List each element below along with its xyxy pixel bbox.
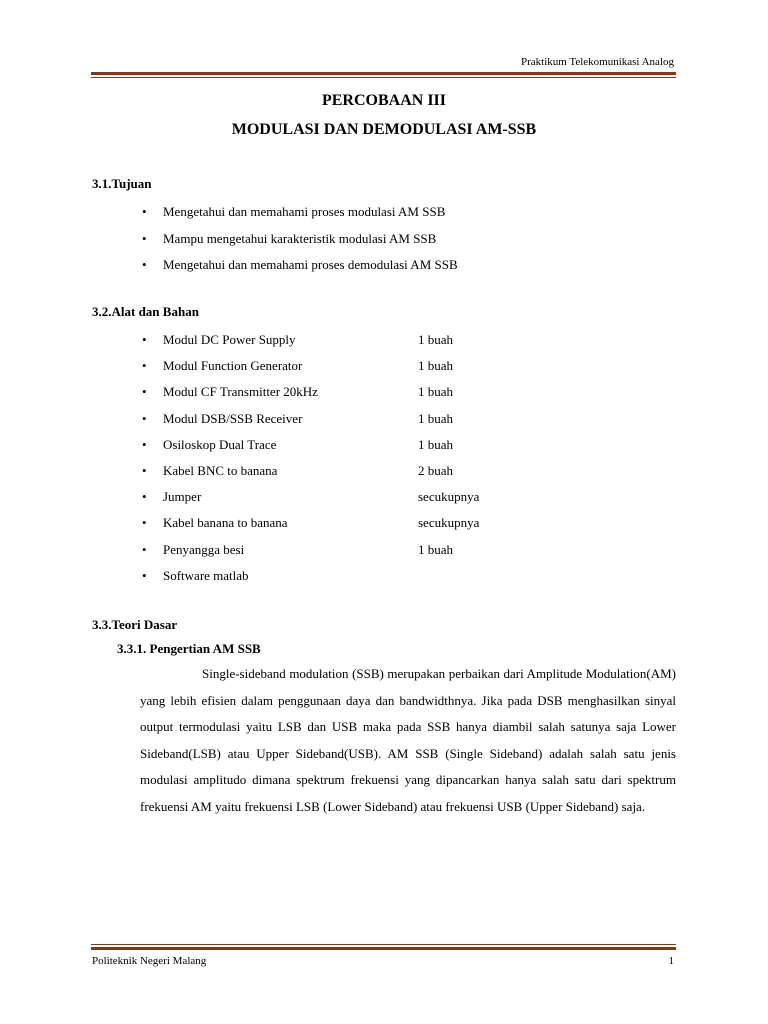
alat-item-label: Modul DC Power Supply bbox=[163, 332, 296, 347]
bullet-icon: • bbox=[142, 489, 147, 505]
alat-item-quantity: 1 buah bbox=[418, 541, 454, 557]
tujuan-item-label: Mengetahui dan memahami proses modulasi AM SSB bbox=[163, 204, 446, 219]
bullet-icon: • bbox=[142, 463, 147, 478]
footer-rule-thin bbox=[91, 944, 676, 945]
bullet-icon: • bbox=[142, 230, 147, 246]
body-paragraph bbox=[140, 661, 676, 820]
header-rule-thin bbox=[91, 77, 676, 78]
bullet-icon: • bbox=[142, 204, 147, 219]
alat-item-label: Modul DSB/SSB Receiver bbox=[163, 410, 303, 426]
tujuan-item-label: Mengetahui dan memahami proses demodulasi AM SSB bbox=[163, 257, 458, 272]
alat-item-quantity: 1 buah bbox=[418, 358, 454, 374]
page-subtitle: MODULASI DAN DEMODULASI AM-SSB bbox=[231, 121, 537, 138]
alat-item-label: Modul Function Generator bbox=[163, 358, 303, 374]
subsection-heading-am-ssb: 3.3.1. Pengertian AM SSB bbox=[117, 641, 261, 656]
bullet-icon: • bbox=[142, 257, 147, 272]
section-heading-tujuan: 3.1.Tujuan bbox=[92, 176, 152, 191]
bullet-icon: • bbox=[142, 332, 147, 347]
tujuan-item-label: Mampu mengetahui karakteristik modulasi AM SSB bbox=[163, 230, 437, 246]
alat-item-label: Modul CF Transmitter 20kHz bbox=[163, 384, 318, 400]
section-heading-alat: 3.2.Alat dan Bahan bbox=[92, 304, 199, 319]
alat-item-label: Jumper bbox=[163, 489, 202, 505]
alat-item-label: Kabel banana to banana bbox=[163, 515, 288, 531]
footer-institution: Politeknik Negeri Malang bbox=[92, 955, 207, 967]
page-title: PERCOBAAN III bbox=[321, 92, 446, 109]
bullet-icon: • bbox=[142, 358, 147, 374]
bullet-icon: • bbox=[142, 410, 147, 426]
bullet-icon: • bbox=[142, 436, 147, 452]
bullet-icon: • bbox=[142, 567, 147, 583]
alat-item-quantity: 1 buah bbox=[418, 332, 454, 347]
alat-item-label: Software matlab bbox=[163, 567, 249, 583]
footer-rule-thick bbox=[91, 947, 676, 950]
bullet-icon: • bbox=[142, 541, 147, 557]
section-heading-teori: 3.3.Teori Dasar bbox=[92, 617, 178, 632]
alat-item-quantity: 2 buah bbox=[418, 463, 454, 478]
running-header: Praktikum Telekomunikasi Analog bbox=[520, 56, 674, 68]
bullet-icon: • bbox=[142, 384, 147, 400]
page-number: 1 bbox=[668, 955, 674, 967]
alat-item-quantity: secukupnya bbox=[418, 489, 480, 505]
alat-item-quantity: secukupnya bbox=[418, 515, 480, 531]
alat-item-label: Osiloskop Dual Trace bbox=[163, 436, 277, 452]
header-rule-thick bbox=[91, 72, 676, 75]
paragraph-text: Single-sideband modulation (SSB) merupakan perbaikan dari Amplitude Modulation(AM) yang lebih efisien dalam penggunaan daya dan bandwidthnya. Jika pada DSB menghasilkan sinyal output termodulasi yaitu LSB dan USB maka pada SSB hanya diambil salah satunya saja Lower Sideband(LSB) atau Upper Sideband(USB). AM SSB (Single Sideband) adalah salah satu jenis modulasi amplitudo dimana spektrum frekuensi yang dipancarkan hanya salah satu dari spektrum frekuensi AM yaitu frekuensi LSB (Lower Sideband) atau frekuensi USB (Upper Sideband) saja. bbox=[140, 666, 676, 814]
bullet-icon: • bbox=[142, 515, 147, 531]
alat-item-quantity: 1 buah bbox=[418, 436, 454, 452]
alat-item-label: Kabel BNC to banana bbox=[163, 463, 278, 478]
alat-item-label: Penyangga besi bbox=[163, 541, 245, 557]
alat-item-quantity: 1 buah bbox=[418, 410, 454, 426]
alat-item-quantity: 1 buah bbox=[418, 384, 454, 400]
